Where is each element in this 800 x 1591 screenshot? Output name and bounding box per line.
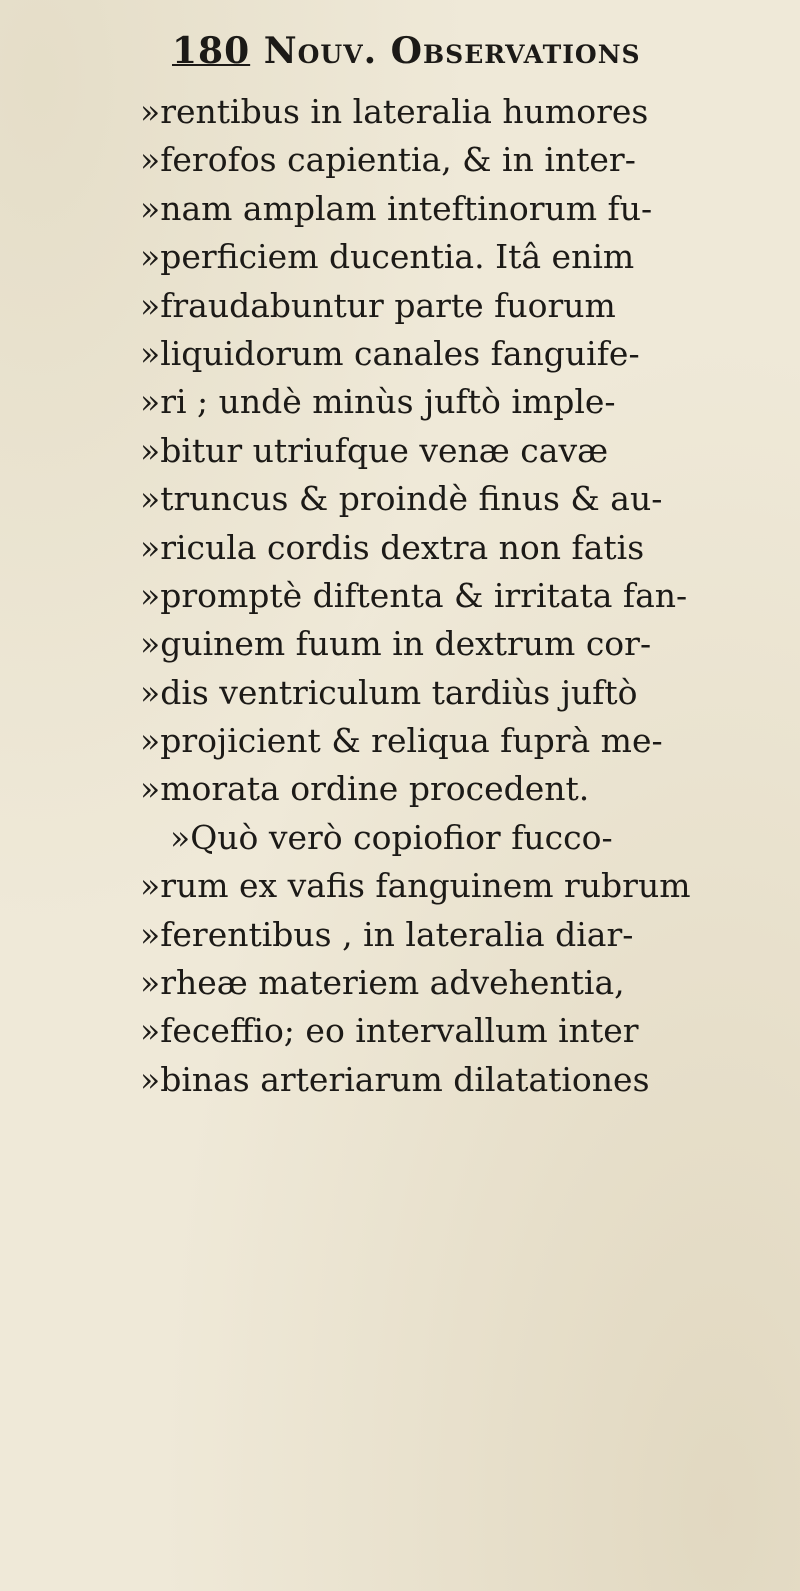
text-line: »binas arteriarum dilatationes bbox=[140, 1059, 650, 1099]
running-header bbox=[172, 30, 641, 72]
body-text bbox=[140, 88, 780, 1104]
text-line: »rheæ materiem advehentia, bbox=[140, 963, 625, 1003]
text-line: »guinem fuum in dextrum cor- bbox=[140, 624, 652, 664]
text-line: »liquidorum canales fanguife- bbox=[140, 333, 640, 373]
text-line: »promptè diftenta & irritata fan- bbox=[140, 575, 688, 615]
text-line: »truncus & proindè finus & au- bbox=[140, 479, 663, 519]
text-line: »ferofos capientia, & in inter- bbox=[140, 140, 636, 180]
text-line: »rentibus in lateralia humores bbox=[140, 92, 649, 131]
text-line: »bitur utriufque venæ cavæ bbox=[140, 430, 609, 470]
text-line: »fraudabuntur parte fuorum bbox=[140, 285, 616, 325]
text-line: »projicient & reliqua fuprà me- bbox=[140, 721, 663, 761]
paragraph-start-line: »Quò verò copiofior fucco- bbox=[170, 817, 613, 857]
text-line: »nam amplam inteftinorum fu- bbox=[140, 188, 653, 228]
text-line: »dis ventriculum tardiùs juftò bbox=[140, 672, 638, 712]
text-line: »ri ; undè minùs juftò imple- bbox=[140, 382, 616, 422]
page-number: 180 bbox=[172, 30, 251, 72]
text-line: »rum ex vafis fanguinem rubrum bbox=[140, 866, 691, 906]
text-line: »feceffio; eo intervallum inter bbox=[140, 1011, 639, 1051]
text-line: »ricula cordis dextra non fatis bbox=[140, 527, 645, 567]
running-title: Nouv. Observations bbox=[263, 30, 641, 72]
text-line: »perficiem ducentia. Itâ enim bbox=[140, 237, 635, 277]
text-line: »ferentibus , in lateralia diar- bbox=[140, 914, 634, 954]
text-line: »morata ordine procedent. bbox=[140, 769, 590, 809]
